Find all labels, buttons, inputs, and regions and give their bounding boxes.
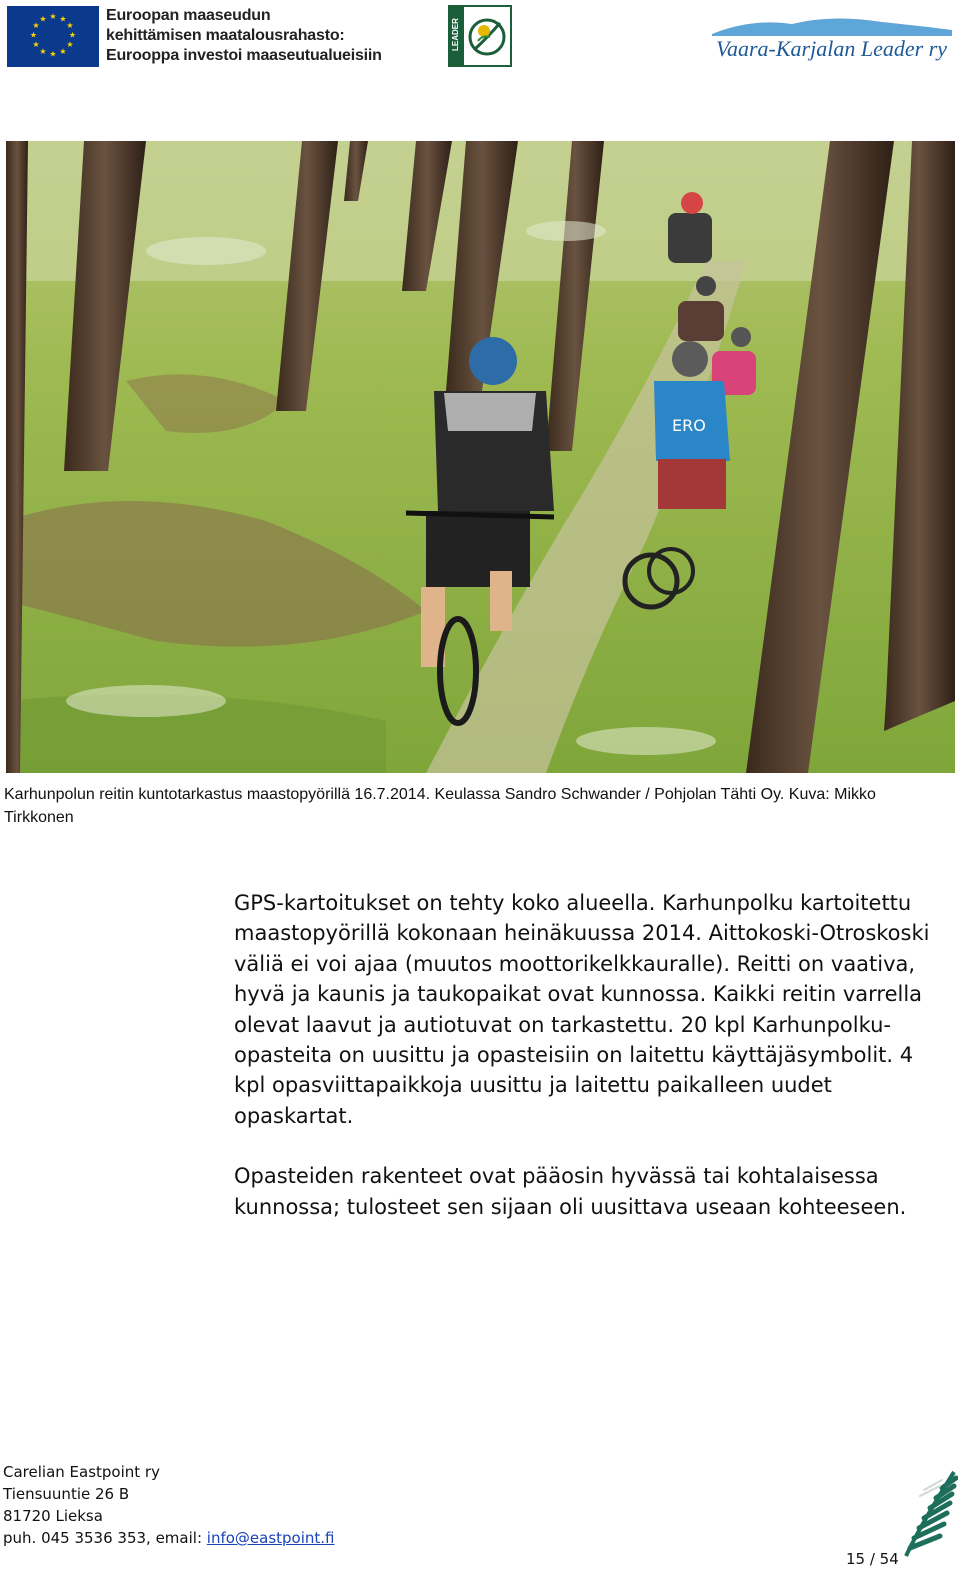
- svg-text:★: ★: [49, 49, 57, 59]
- hills-icon: [712, 14, 952, 36]
- footer-contact: [3, 1527, 335, 1549]
- body-text: [234, 888, 946, 1252]
- vk-logo-text: Vaara-Karjalan Leader ry: [716, 36, 947, 61]
- footer-phone: puh. 045 3536 353, email:: [3, 1529, 207, 1547]
- jersey-text: ERO: [672, 416, 706, 435]
- svg-text:★: ★: [39, 14, 47, 24]
- svg-text:★: ★: [29, 30, 38, 40]
- footer-org: Carelian Eastpoint ry: [3, 1463, 160, 1481]
- page-header: [0, 0, 960, 80]
- svg-text:★: ★: [59, 14, 67, 24]
- eu-text-line3: Eurooppa investoi maaseutualueisiin: [106, 47, 382, 64]
- page-number: 15 / 54: [846, 1550, 899, 1568]
- svg-text:★: ★: [66, 21, 74, 30]
- eu-text-line2: kehittämisen maatalousrahasto:: [106, 27, 345, 44]
- vaara-karjala-leader-logo: [708, 8, 956, 68]
- svg-text:★: ★: [49, 12, 57, 21]
- leader-emblem-icon: [466, 11, 508, 63]
- fern-logo-icon: [900, 1466, 958, 1562]
- photo-caption: Karhunpolun reitin kuntotarkastus maastopyörillä 16.7.2014. Keulassa Sandro Schwander / Pohjolan Tähti Oy. Kuva: Mikko Tirkkonen: [4, 786, 876, 826]
- footer-street: Tiensuuntie 26 B: [3, 1485, 130, 1503]
- eu-flag-logo: [7, 6, 99, 67]
- body-paragraph-2: Opasteiden rakenteet ovat pääosin hyvässä tai kohtalaisessa kunnossa; tulosteet sen sijaan oli uusittava useaan kohteeseen.: [234, 1164, 907, 1219]
- eu-text-line1: Euroopan maaseudun: [106, 7, 271, 24]
- footer-email-link[interactable]: info@eastpoint.fi: [206, 1529, 335, 1547]
- mountain-bikers-photo: [6, 141, 955, 773]
- svg-text:★: ★: [32, 21, 40, 30]
- page-footer: [3, 1461, 335, 1549]
- footer-postal: 81720 Lieksa: [3, 1507, 103, 1525]
- eu-fund-text: [106, 6, 382, 66]
- svg-text:★: ★: [32, 40, 40, 49]
- svg-text:★: ★: [59, 47, 67, 56]
- leader-logo: [448, 5, 512, 67]
- svg-text:★: ★: [66, 40, 74, 49]
- svg-text:★: ★: [68, 30, 77, 40]
- body-paragraph-1: GPS-kartoitukset on tehty koko alueella. Karhunpolku kartoitettu maastopyörillä kokonaan heinäkuussa 2014. Aittokoski-Otroskoski väliä ei voi ajaa (muutos moottorikelkkauralle). Reitti on vaativa, hyvä ja kaunis ja taukopaikat ovat kunnossa. Kaikki reitin varrella olevat laavut ja autiotuvat on tarkastettu. 20 kpl Karhunpolku-opasteita on uusittu ja opasteisiin on laitettu käyttäjäsymbolit. 4 kpl opasviittapaikkoja uusittu ja laitettu paikalleen uudet opaskartat.: [234, 891, 930, 1128]
- svg-text:★: ★: [39, 47, 47, 56]
- leader-label: LEADER: [451, 18, 460, 51]
